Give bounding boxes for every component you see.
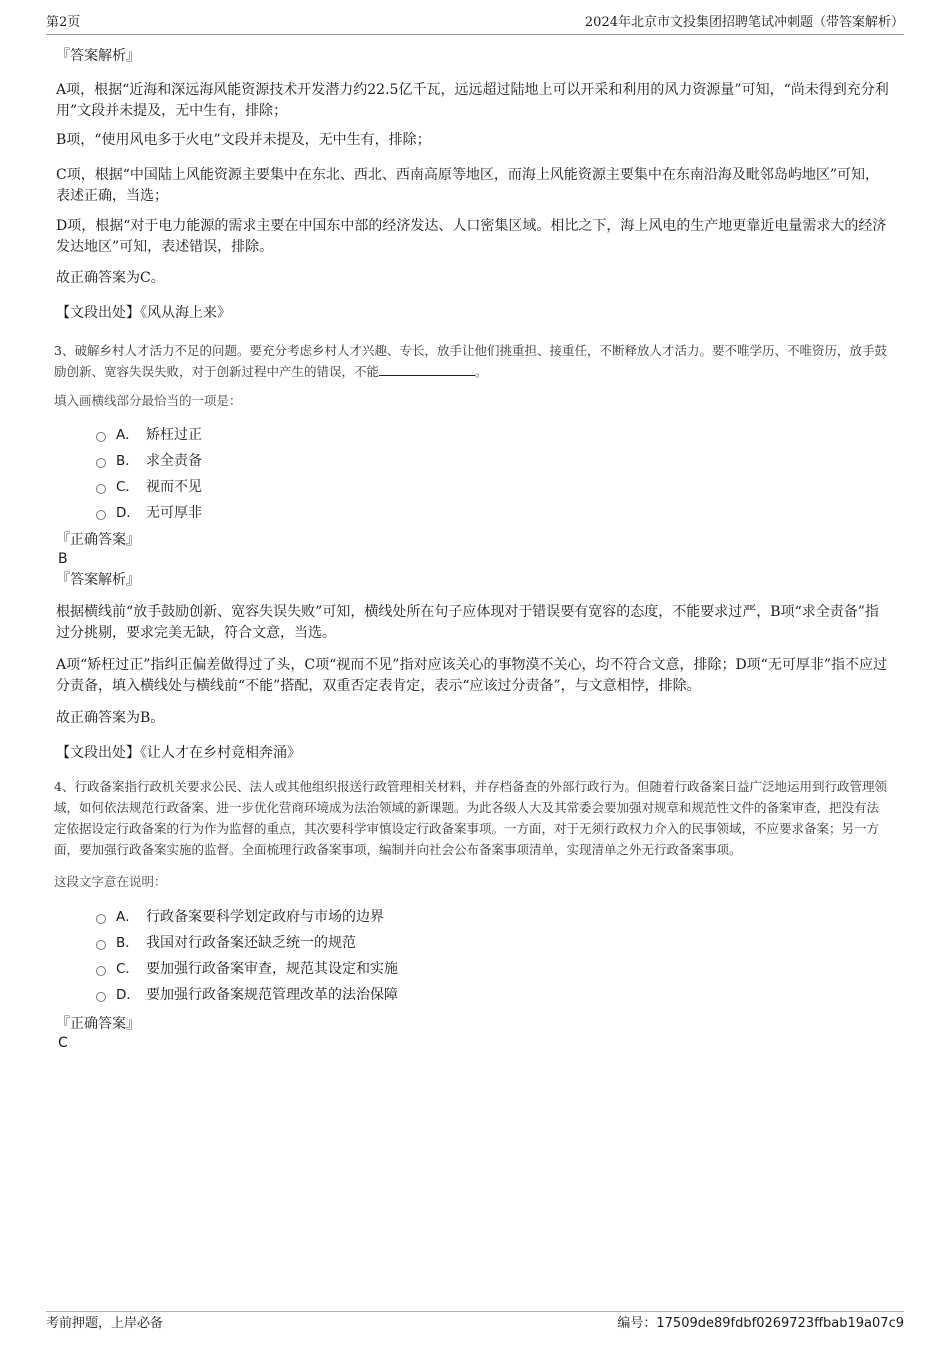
radio-icon[interactable] [96,940,106,950]
radio-icon[interactable] [96,432,106,442]
q4-option-b[interactable]: B． 我国对行政备案还缺乏统一的规范 [96,930,890,956]
q2-source: 【文段出处】《风从海上来》 [56,305,231,321]
q4-options [96,904,890,1008]
q3-prompt: 填入画横线部分最恰当的一项是： [54,393,242,408]
q3-option-a[interactable]: A． 矫枉过正 [96,422,890,448]
q3-options [96,422,890,526]
radio-icon[interactable] [96,458,106,468]
q3-option-d[interactable]: D． 无可厚非 [96,500,890,526]
q4-option-c[interactable]: C． 要加强行政备案审查，规范其设定和实施 [96,956,890,982]
footer-slogan: 考前押题，上岸必备 [46,1316,164,1331]
q2-analysis-paragraph: D项，根据“对于电力能源的需求主要在中国东中部的经济发达、人口密集区域。相比之下，海上风电的生产地更靠近电量需求大的经济发达地区”可知，表述错误，排除。 [56,218,887,255]
fill-blank-line [379,361,475,376]
q4-option-a[interactable]: A． 行政备案要科学划定政府与市场的边界 [96,904,890,930]
q3-answer-label: 『正确答案』 [56,532,140,548]
q3-analysis-paragraph: A项“矫枉过正”指纠正偏差做得过了头，C项“视而不见”指对应该关心的事物漠不关心，均不符合文意，排除；D项“无可厚非”指不应过分责备，填入横线处与横线前“不能”搭配，双重否定表肯定，表示“应该过分责备”，与文意相悖，排除。 [56,657,887,694]
q2-conclusion: 故正确答案为C。 [56,270,165,286]
q4-question-text: 4、行政备案指行政机关要求公民、法人或其他组织报送行政管理相关材料，并存档备查的外部行政行为。但随着行政备案日益广泛地运用到行政管理领域，如何依法规范行政备案、进一步优化营商环境成为法治领域的新课题。为此各级人大及其常委会要加强对规章和规范性文件的备案审查，把没有法定依据设定行政备案的行为作为监督的重点，其次要科学审慎设定行政备案事项。一方面，对于无须行政权力介入的民事领域，不应要求备案；另一方面，要加强行政备案实施的监督。全面梳理行政备案事项，编制并向社会公布备案事项清单，实现清单之外无行政备案事项。 [54,779,887,857]
radio-icon[interactable] [96,992,106,1002]
page-number: 第2页 [46,15,81,30]
q2-analysis-label: 『答案解析』 [56,48,140,64]
q2-analysis-paragraph: C项，根据“中国陆上风能资源主要集中在东北、西北、西南高原等地区，而海上风能资源主要集中在东南沿海及毗邻岛屿地区”可知，表述正确，当选； [56,167,880,204]
q3-conclusion: 故正确答案为B。 [56,710,165,726]
q3-answer: B [58,551,68,567]
q2-analysis-paragraph: B项，“使用风电多于火电”文段并未提及，无中生有，排除； [56,132,431,148]
q3-analysis-label: 『答案解析』 [56,572,140,588]
radio-icon[interactable] [96,484,106,494]
q3-option-b[interactable]: B． 求全责备 [96,448,890,474]
q2-analysis-paragraph: A项，根据“近海和深远海风能资源技术开发潜力约22.5亿千瓦，远远超过陆地上可以开采和利用的风力资源量”可知，“尚未得到充分利用”文段并未提及，无中生有，排除； [56,82,889,119]
q4-prompt: 这段文字意在说明： [54,874,167,889]
q3-question-text: 3、破解乡村人才活力不足的问题。要充分考虑乡村人才兴趣、专长，放手让他们挑重担、接重任，不断释放人才活力。要不唯学历、不唯资历，放手鼓励创新、宽容失误失败，对于创新过程中产生的错误，不能 。 [54,343,887,379]
q4-option-d[interactable]: D． 要加强行政备案规范管理改革的法治保障 [96,982,890,1008]
q4-answer-label: 『正确答案』 [56,1016,140,1032]
document-code: 编号：17509de89fdbf0269723ffbab19a07c9 [617,1316,904,1331]
page-header [46,14,904,35]
q3-analysis-paragraph: 根据横线前“放手鼓励创新、宽容失误失败”可知，横线处所在句子应体现对于错误要有宽容的态度，不能要求过严，B项“求全责备”指过分挑剔，要求完美无缺，符合文意，当选。 [56,604,879,641]
page-content [56,46,890,1052]
radio-icon[interactable] [96,914,106,924]
radio-icon[interactable] [96,966,106,976]
q3-option-c[interactable]: C． 视而不见 [96,474,890,500]
q4-answer: C [58,1035,68,1051]
q3-source: 【文段出处】《让人才在乡村竞相奔涌》 [56,745,301,761]
page-footer [46,1311,904,1336]
radio-icon[interactable] [96,510,106,520]
document-title: 2024年北京市文投集团招聘笔试冲刺题（带答案解析） [584,15,904,30]
